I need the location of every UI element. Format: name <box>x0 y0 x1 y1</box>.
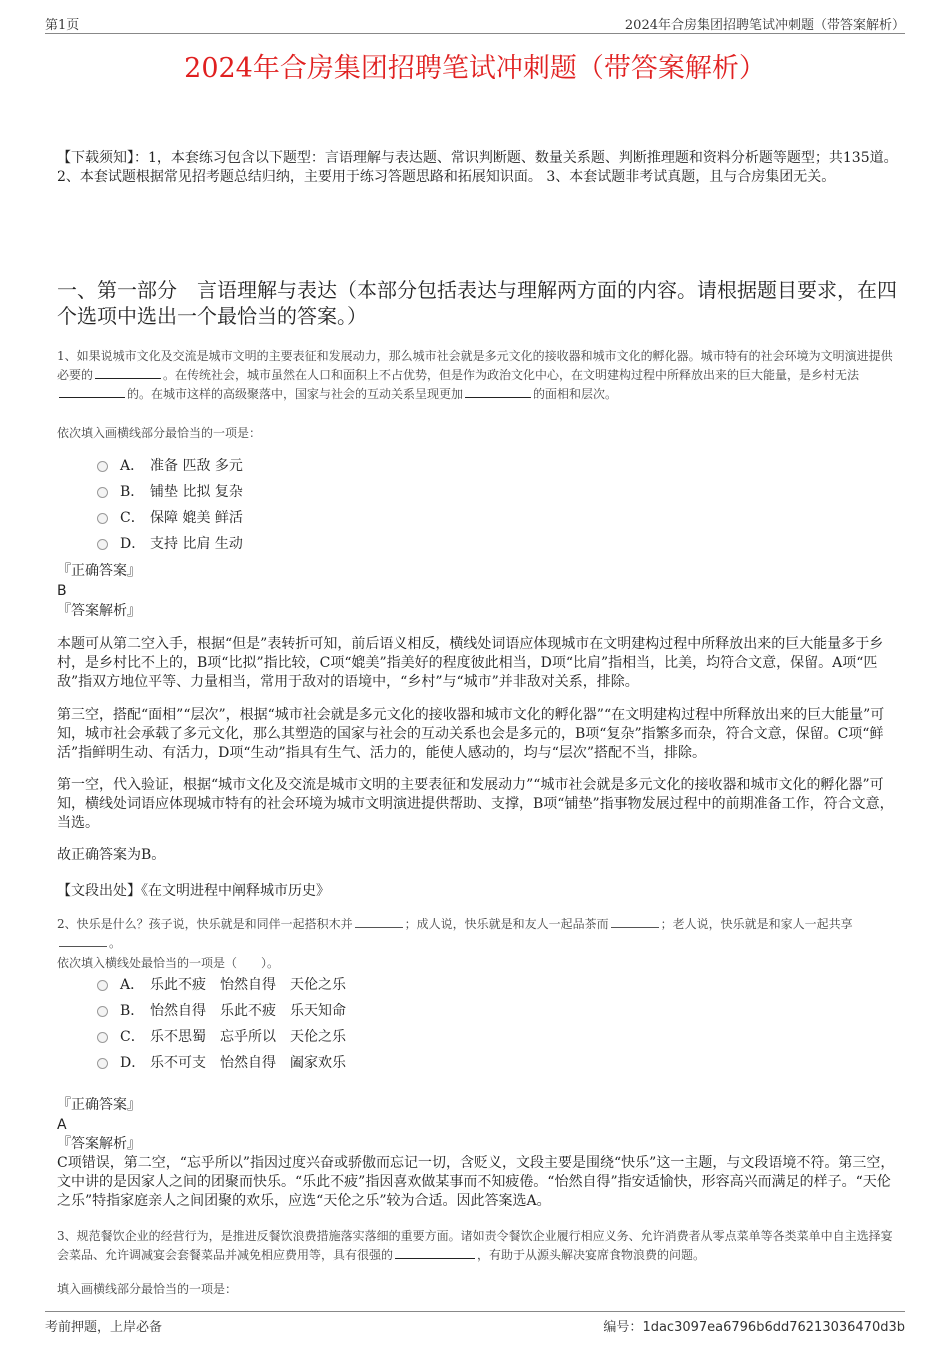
question-1-prompt: 依次填入画横线部分最恰当的一项是： <box>57 426 262 440</box>
page-title: 2024年合房集团招聘笔试冲刺题（带答案解析） <box>184 53 766 84</box>
analysis-label: 『答案解析』 <box>57 1136 141 1152</box>
correct-answer: A <box>57 1117 67 1133</box>
fill-blank <box>395 1246 475 1259</box>
analysis-paragraph: C项错误，第二空，“忘乎所以”指因过度兴奋或骄傲而忘记一切，含贬义，文段主要是围绕“快乐”这一主题，与文段语境不符。第三空，文中讲的是因家人之间的团聚而快乐。“乐此不疲”指因喜欢做某事而不知疲倦。“怡然自得”指安适愉快，形容高兴而满足的样子。“天伦之乐”特指家庭亲人之间团聚的欢乐，应选“天伦之乐”较为合适。因此答案选A。 <box>57 1155 895 1209</box>
q1-text-part: 1、如果说城市文化及交流是城市文明的主要表征和发展动力，那么城市社会就是多元文化的接收器和城市文化的孵化器。城市特有的社会环境为文明演进提供必要的 <box>57 349 893 382</box>
fill-blank <box>59 934 107 947</box>
page-number: 第1页 <box>45 18 80 33</box>
analysis-paragraph: 第一空，代入验证，根据“城市文化及交流是城市文明的主要表征和发展动力”“城市社会就是多元文化的接收器和城市文化的孵化器”可知，横线处词语应体现城市特有的社会环境为城市文明演进提供帮助、支撑，B项“铺垫”指事物发展过程中的前期准备工作，符合文意，当选。 <box>57 777 894 831</box>
option-letter: B． <box>120 1003 145 1019</box>
option-c[interactable] <box>97 1024 346 1050</box>
q1-text-part: 。在传统社会，城市虽然在人口和面积上不占优势，但是作为政治文化中心，在文明建构过程中所释放出来的巨大能量，是乡村无法 <box>163 368 860 382</box>
passage-source: 【文段出处】《在文明进程中阐释城市历史》 <box>57 883 330 899</box>
correct-answer: B <box>57 583 67 599</box>
option-letter: D． <box>120 1055 146 1071</box>
running-title: 2024年合房集团招聘笔试冲刺题（带答案解析） <box>624 18 905 33</box>
correct-answer-label: 『正确答案』 <box>57 1097 141 1113</box>
question-1-text <box>57 347 902 404</box>
analysis-paragraph: 本题可从第二空入手，根据“但是”表转折可知，前后语义相反，横线处词语应体现城市在文明建构过程中所释放出来的巨大能量多于乡村，是乡村比不上的，B项“比拟”指比较，C项“媲美”指美好的程度彼此相当，D项“比肩”指相当，比美，均符合文意，保留。A项“匹敌”指双方地位平等、力量相当，常用于敌对的语境中，“乡村”与“城市”并非敌对关系，排除。 <box>57 636 884 690</box>
document-code <box>603 1316 905 1335</box>
radio-icon[interactable] <box>97 461 108 472</box>
fill-blank <box>59 385 125 398</box>
option-letter: A． <box>120 458 145 474</box>
radio-icon[interactable] <box>97 980 108 991</box>
footer-slogan: 考前押题，上岸必备 <box>45 1320 163 1335</box>
option-text: 支持 比肩 生动 <box>150 536 243 552</box>
radio-icon[interactable] <box>97 1058 108 1069</box>
fill-blank <box>355 915 403 928</box>
option-letter: B． <box>120 484 145 500</box>
analysis-label: 『答案解析』 <box>57 603 141 619</box>
q1-text-part: 的面相和层次。 <box>533 387 618 401</box>
download-notice: 【下载须知】：1，本套练习包含以下题型：言语理解与表达题、常识判断题、数量关系题、判断推理题和资料分析题等题型；共135道。 2、本套试题根据常见招考题总结归纳，主要用于练习答题思路和拓展知识面。 3、本套试题非考试真题，且与合房集团无关。 <box>57 150 898 185</box>
question-1-options <box>97 453 243 557</box>
question-2-prompt: 依次填入横线处最恰当的一项是（ ）。 <box>57 956 280 970</box>
footer-divider <box>45 1311 905 1312</box>
option-a[interactable] <box>97 453 243 479</box>
q2-text-part: ；成人说，快乐就是和友人一起品茶而 <box>404 917 609 931</box>
code-value: 1dac3097ea6796b6dd76213036470d3b <box>642 1320 905 1335</box>
option-letter: D． <box>120 536 146 552</box>
analysis-paragraph: 第三空，搭配“面相”“层次”，根据“城市社会就是多元文化的接收器和城市文化的孵化器”“在文明建构过程中所释放出来的巨大能量”可知，城市社会承载了多元文化，那么其塑造的国家与社会的互动关系也会是多元的，B项“复杂”指繁多而杂，符合文意，保留。C项“鲜活”指鲜明生动、有活力，D项“生动”指具有生气、活力的，能使人感动的，均与“层次”搭配不当，排除。 <box>57 707 885 761</box>
option-letter: C． <box>120 510 145 526</box>
header-divider <box>45 33 905 34</box>
q2-text-part: 2、快乐是什么？孩子说，快乐就是和同伴一起搭积木并 <box>57 917 353 931</box>
analysis-conclusion: 故正确答案为B。 <box>57 847 166 863</box>
option-text: 乐此不疲 怡然自得 天伦之乐 <box>150 977 346 993</box>
option-text: 怡然自得 乐此不疲 乐天知命 <box>150 1003 346 1019</box>
option-text: 乐不思蜀 忘乎所以 天伦之乐 <box>150 1029 346 1045</box>
question-2-text <box>57 915 902 953</box>
q3-text-part: ，有助于从源头解决宴席食物浪费的问题。 <box>477 1248 706 1262</box>
radio-icon[interactable] <box>97 1006 108 1017</box>
option-text: 乐不可支 怡然自得 阖家欢乐 <box>150 1055 346 1071</box>
radio-icon[interactable] <box>97 487 108 498</box>
radio-icon[interactable] <box>97 539 108 550</box>
option-d[interactable] <box>97 531 243 557</box>
fill-blank <box>95 366 161 379</box>
fill-blank <box>465 385 531 398</box>
question-2-options <box>97 972 346 1076</box>
radio-icon[interactable] <box>97 1032 108 1043</box>
radio-icon[interactable] <box>97 513 108 524</box>
correct-answer-label: 『正确答案』 <box>57 563 141 579</box>
option-d[interactable] <box>97 1050 346 1076</box>
option-a[interactable] <box>97 972 346 998</box>
fill-blank <box>611 915 659 928</box>
q3-text-part: 3、规范餐饮企业的经营行为，是推进反餐饮浪费措施落实落细的重要方面。诸如责令餐饮企业履行相应义务、允许消费者从零点菜单等各类菜单中自主选择宴会菜品、允许调减宴会套餐菜品并减免相应费用等，具有很强的 <box>57 1229 893 1262</box>
option-text: 铺垫 比拟 复杂 <box>150 484 243 500</box>
q1-text-part: 的。在城市这样的高级聚落中，国家与社会的互动关系呈现更加 <box>127 387 464 401</box>
option-text: 准备 匹敌 多元 <box>150 458 243 474</box>
option-b[interactable] <box>97 479 243 505</box>
option-c[interactable] <box>97 505 243 531</box>
section-heading: 一、第一部分 言语理解与表达（本部分包括表达与理解两方面的内容。请根据题目要求，在四个选项中选出一个最恰当的答案。） <box>57 278 897 328</box>
option-letter: A． <box>120 977 145 993</box>
q2-text-part: ；老人说，快乐就是和家人一起共享 <box>660 917 853 931</box>
option-b[interactable] <box>97 998 346 1024</box>
code-label: 编号： <box>603 1320 643 1335</box>
option-text: 保障 媲美 鲜活 <box>150 510 243 526</box>
q2-text-part: 。 <box>109 936 122 950</box>
question-3-prompt: 填入画横线部分最恰当的一项是： <box>57 1282 238 1296</box>
option-letter: C． <box>120 1029 145 1045</box>
question-3-text <box>57 1227 902 1265</box>
